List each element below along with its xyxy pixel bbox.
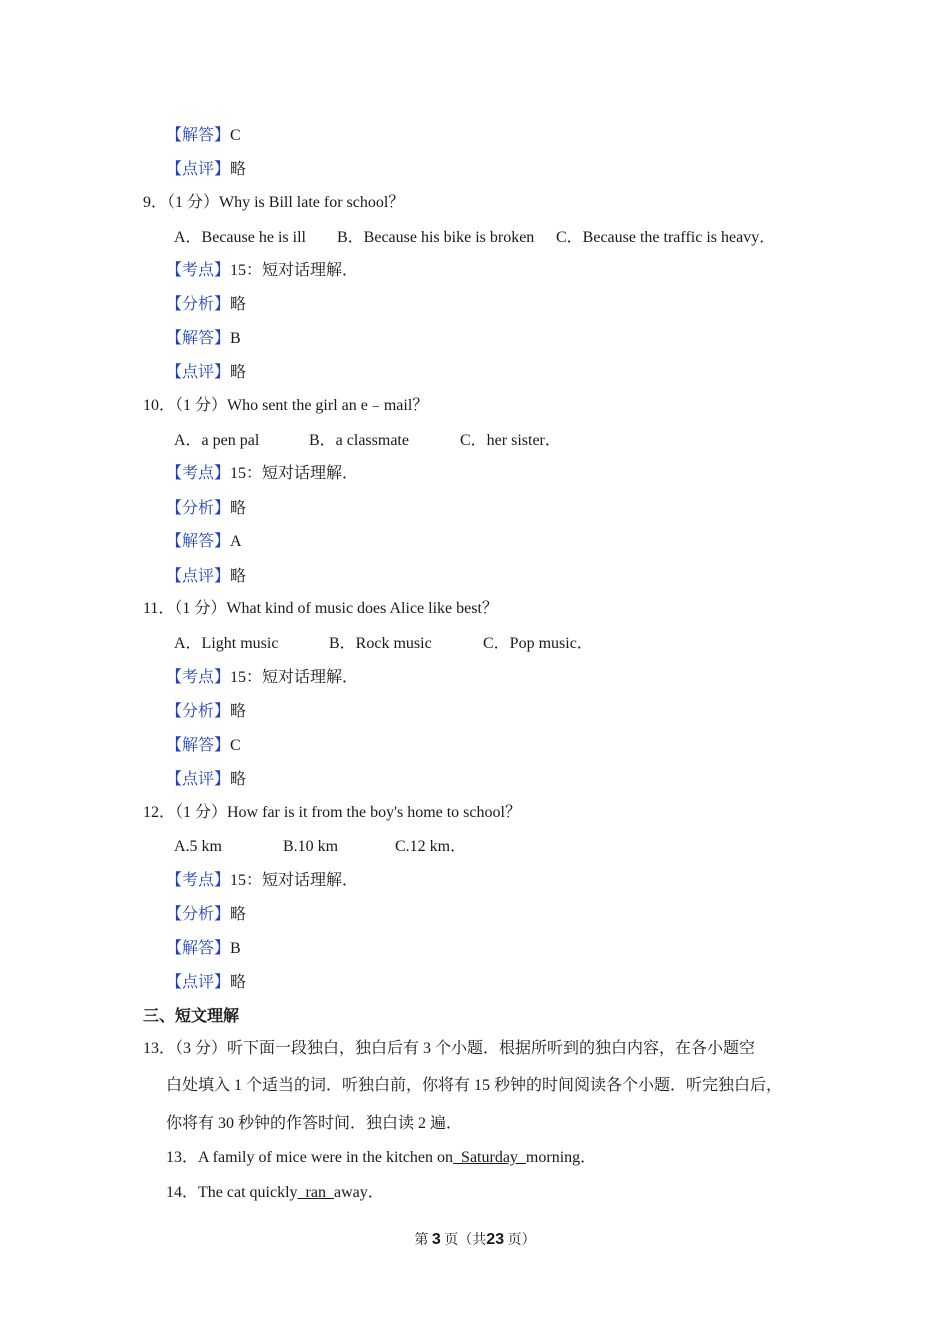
- sub13-blank-answer: Saturday: [453, 1149, 526, 1166]
- q12-point-row: [166, 871, 358, 891]
- page-number: 3: [431, 1231, 441, 1248]
- point-tag: 【考点】: [166, 262, 231, 279]
- q9-stem: 9．（1 分）Why is Bill late for school？: [143, 194, 405, 211]
- analysis-tag: 【分析】: [166, 906, 231, 923]
- q12-answer-row: [166, 939, 241, 959]
- analysis-text: 略: [230, 703, 247, 720]
- option-b: B．a classmate: [309, 432, 409, 449]
- comment-text: 略: [230, 161, 247, 178]
- q12-comment-row: [166, 973, 246, 993]
- section-title: 三、短文理解: [143, 1008, 240, 1025]
- comment-tag: 【点评】: [166, 161, 231, 178]
- q8-comment-row: [166, 160, 246, 180]
- q9-comment-row: [166, 363, 246, 383]
- q13-stem-line1: 13．（3 分）听下面一段独白，独白后有 3 个小题．根据所听到的独白内容，在各小题空: [143, 1040, 756, 1057]
- comment-tag: 【点评】: [166, 568, 231, 585]
- answer-tag: 【解答】: [166, 127, 231, 144]
- analysis-tag: 【分析】: [166, 703, 231, 720]
- footer-middle: 页（共: [444, 1233, 487, 1248]
- q10-stem: 10．（1 分）Who sent the girl an e﹣mail？: [143, 397, 429, 414]
- comment-tag: 【点评】: [166, 364, 231, 381]
- option-b: B.10 km: [283, 838, 339, 855]
- option-c: C．her sister．: [460, 432, 561, 449]
- sub14-text: 14．The cat quickly: [166, 1184, 298, 1201]
- point-tag: 【考点】: [166, 669, 231, 686]
- answer-text: B: [230, 330, 241, 347]
- sub13-text: 13．A family of mice were in the kitchen on: [166, 1149, 454, 1166]
- point-text: 15：短对话理解．: [230, 872, 359, 889]
- q10-answer-row: [166, 532, 242, 552]
- q10-analysis-row: [166, 499, 246, 519]
- point-text: 15：短对话理解．: [230, 262, 359, 279]
- point-text: 15：短对话理解．: [230, 465, 359, 482]
- footer-prefix: 第: [414, 1233, 429, 1248]
- q11-answer-row: [166, 736, 241, 756]
- analysis-text: 略: [230, 296, 247, 313]
- option-c: C．Pop music．: [483, 635, 593, 652]
- total-pages: 23: [486, 1231, 505, 1248]
- footer-suffix: 页）: [507, 1233, 536, 1248]
- option-a: A．a pen pal: [174, 432, 260, 449]
- comment-tag: 【点评】: [166, 974, 231, 991]
- sub13-text-end: morning．: [525, 1149, 597, 1166]
- answer-text: C: [230, 127, 241, 144]
- q11-stem: 11．（1 分）What kind of music does Alice like best？: [143, 600, 498, 617]
- option-b: B．Rock music: [329, 635, 432, 652]
- q13-stem-line2: 白处填入 1 个适当的词．听独白前，你将有 15 秒钟的时间阅读各个小题．听完独白后，: [166, 1077, 783, 1094]
- q11-comment-row: [166, 770, 246, 790]
- q8-answer-row: [166, 126, 241, 146]
- option-c: C.12 km．: [395, 838, 467, 855]
- q12-analysis-row: [166, 905, 246, 925]
- sub14-blank-answer: ran: [297, 1184, 334, 1201]
- sub-question-14: [166, 1183, 384, 1203]
- q10-point-row: [166, 464, 358, 484]
- comment-text: 略: [230, 568, 247, 585]
- q9-analysis-row: [166, 295, 246, 315]
- comment-text: 略: [230, 364, 247, 381]
- q11-analysis-row: [166, 702, 246, 722]
- answer-text: A: [230, 533, 242, 550]
- q9-point-row: [166, 261, 358, 281]
- sub-question-13: [166, 1148, 596, 1168]
- analysis-text: 略: [230, 906, 247, 923]
- answer-tag: 【解答】: [166, 533, 231, 550]
- option-c: C．Because the traffic is heavy．: [556, 229, 776, 246]
- sub14-text-end: away．: [333, 1184, 384, 1201]
- q13-stem-line3: 你将有 30 秒钟的作答时间．独白读 2 遍．: [166, 1115, 463, 1132]
- point-text: 15：短对话理解．: [230, 669, 359, 686]
- analysis-text: 略: [230, 500, 247, 517]
- option-a: A．Light music: [174, 635, 279, 652]
- q10-comment-row: [166, 567, 246, 587]
- answer-tag: 【解答】: [166, 940, 231, 957]
- analysis-tag: 【分析】: [166, 500, 231, 517]
- point-tag: 【考点】: [166, 465, 231, 482]
- answer-tag: 【解答】: [166, 737, 231, 754]
- answer-text: C: [230, 737, 241, 754]
- point-tag: 【考点】: [166, 872, 231, 889]
- answer-text: B: [230, 940, 241, 957]
- option-a: A.5 km: [174, 838, 222, 855]
- comment-text: 略: [230, 771, 247, 788]
- comment-text: 略: [230, 974, 247, 991]
- option-a: A．Because he is ill: [174, 229, 306, 246]
- answer-tag: 【解答】: [166, 330, 231, 347]
- analysis-tag: 【分析】: [166, 296, 231, 313]
- q12-stem: 12．（1 分）How far is it from the boy's home to school？: [143, 804, 521, 821]
- q9-answer-row: [166, 329, 241, 349]
- option-b: B．Because his bike is broken: [337, 229, 535, 246]
- comment-tag: 【点评】: [166, 771, 231, 788]
- page-footer: [0, 1229, 950, 1249]
- q11-point-row: [166, 668, 358, 688]
